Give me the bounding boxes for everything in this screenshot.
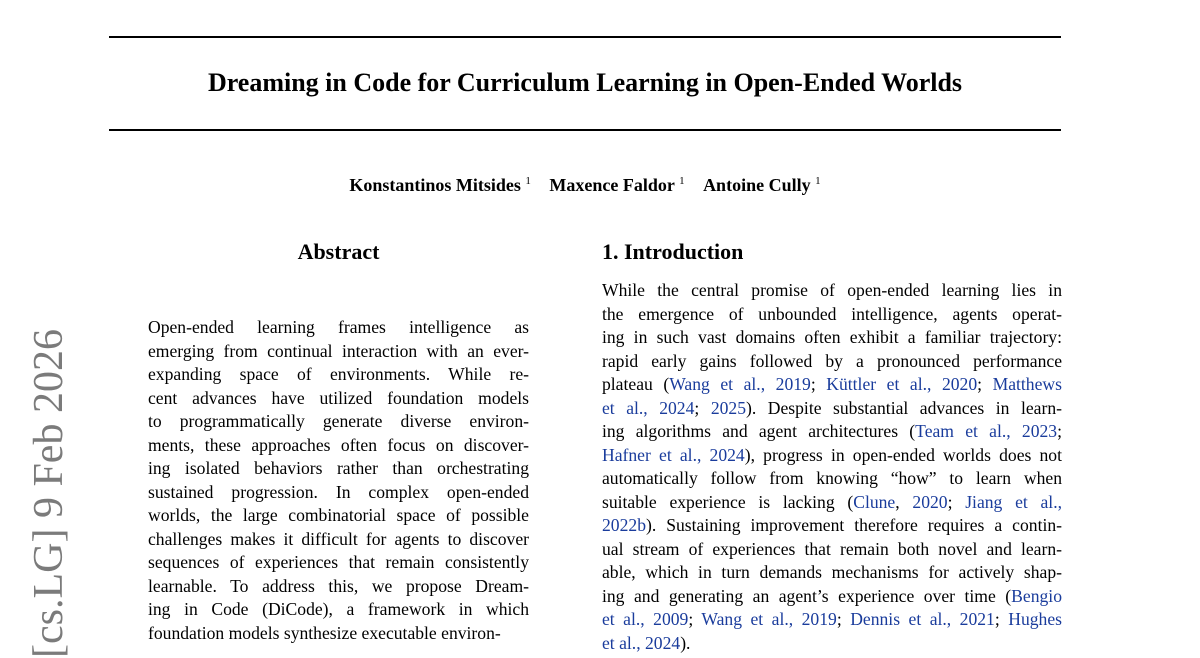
introduction-line (602, 585, 1062, 609)
citation-link[interactable]: Dennis et al., 2021 (850, 609, 995, 629)
introduction-line (602, 397, 1062, 421)
citation-link[interactable]: Küttler et al., 2020 (826, 374, 978, 394)
abstract-line: sustained progression. In complex open-ended (148, 481, 529, 502)
abstract-heading: Abstract (297, 239, 380, 264)
introduction-line (602, 561, 1062, 585)
introduction-line (602, 279, 1062, 303)
body-text: ual stream of experiences that remain both novel and learn- (602, 538, 1062, 559)
body-text: ; (688, 609, 702, 629)
author-list (109, 173, 1061, 197)
abstract-line: ing in Code (DiCode), a framework in which (148, 599, 529, 619)
citation-link[interactable]: 2025 (710, 397, 746, 418)
abstract-line: learnable. To address this, we propose Dream- (148, 575, 529, 596)
citation-link[interactable]: Wang et al., 2019 (669, 374, 811, 394)
citation-link[interactable]: Hughes (1008, 609, 1062, 629)
body-text: automatically follow from knowing “how” to learn when (602, 468, 1062, 488)
body-text: ing and generating an agent’s experience over time ( (602, 585, 1012, 606)
section-heading-introduction: 1. Introduction (602, 239, 744, 264)
author-name: Konstantinos Mitsides (349, 175, 521, 195)
author-affiliation: 1 (815, 175, 821, 187)
introduction-line (602, 632, 1062, 656)
title-top-rule (109, 36, 1061, 38)
arxiv-stamp: [cs.LG] 9 Feb 2026 (26, 329, 72, 658)
introduction-line (602, 467, 1062, 491)
introduction-line (602, 303, 1062, 327)
introduction-line (602, 444, 1062, 468)
body-text: ing algorithms and agent architectures ( (602, 421, 916, 441)
introduction-line (602, 373, 1062, 397)
abstract-line: sequences of experiences that remain consistently (148, 552, 529, 572)
introduction-line (602, 326, 1062, 350)
abstract-line: ing isolated behaviors rather than orchestrating (148, 458, 529, 478)
body-text: ; (947, 491, 966, 512)
introduction-line (602, 538, 1062, 562)
abstract-line: cent advances have utilized foundation models (148, 387, 529, 408)
citation-link[interactable]: Wang et al., 2019 (701, 609, 837, 629)
abstract-line: emerging from continual interaction with an ever- (148, 340, 529, 361)
author (349, 175, 531, 195)
paper-title: Dreaming in Code for Curriculum Learning in Open-Ended Worlds (207, 68, 963, 97)
body-text: ; (810, 374, 827, 394)
abstract-line: foundation models synthesize executable environ- (148, 622, 501, 643)
introduction-body (602, 279, 1062, 655)
body-text: While the central promise of open-ended learning lies in (602, 280, 1062, 300)
author (703, 175, 821, 195)
citation-link[interactable]: et al., 2009 (602, 609, 689, 629)
author-name: Maxence Faldor (549, 175, 675, 195)
body-text: ). Sustaining improvement therefore requires a contin- (645, 515, 1062, 535)
body-text: plateau ( (602, 374, 670, 394)
abstract-line: Open-ended learning frames intelligence as (148, 317, 529, 337)
author-affiliation: 1 (525, 175, 531, 187)
introduction-line (602, 608, 1062, 632)
abstract-line: worlds, the large combinatorial space of possible (148, 505, 529, 525)
title-bottom-rule (109, 129, 1061, 131)
introduction-line (602, 514, 1062, 538)
introduction-line (602, 420, 1062, 444)
citation-link[interactable]: Bengio (1011, 585, 1062, 606)
body-text: , (895, 491, 913, 512)
body-text: ). (680, 632, 691, 653)
body-text: ; (694, 397, 711, 418)
introduction-line (602, 350, 1062, 374)
body-text: ; (994, 609, 1009, 629)
citation-link[interactable]: Team et al., 2023 (915, 421, 1058, 441)
citation-link[interactable]: Matthews (992, 374, 1062, 394)
author-name: Antoine Cully (703, 175, 811, 195)
body-text: ; (1057, 421, 1062, 441)
abstract-line: expanding space of environments. While re- (148, 364, 529, 384)
citation-link[interactable]: 2020 (912, 491, 948, 512)
introduction-line (602, 491, 1062, 515)
body-text: ), progress in open-ended worlds does not (744, 444, 1062, 465)
citation-link[interactable]: 2022b (602, 515, 646, 535)
body-text: the emergence of unbounded intelligence, agents operat- (602, 303, 1062, 324)
body-text: ; (977, 374, 993, 394)
abstract-line: challenges makes it difficult for agents to discover (148, 528, 529, 549)
author (549, 175, 684, 195)
abstract-line: to programmatically generate diverse environ- (148, 411, 529, 431)
body-text: able, which in turn demands mechanisms for actively shap- (602, 562, 1062, 582)
body-text: ; (836, 609, 851, 629)
body-text: ing in such vast domains often exhibit a familiar trajectory: (602, 327, 1062, 347)
citation-link[interactable]: et al., 2024 (602, 632, 681, 653)
citation-link[interactable]: et al., 2024 (602, 397, 695, 418)
citation-link[interactable]: Jiang et al., (965, 491, 1062, 512)
body-text: suitable experience is lacking ( (602, 491, 854, 512)
abstract-body (148, 316, 529, 645)
body-text: rapid early gains followed by a pronounced performance (602, 350, 1062, 371)
citation-link[interactable]: Clune (853, 491, 896, 512)
author-affiliation: 1 (679, 175, 685, 187)
citation-link[interactable]: Hafner et al., 2024 (602, 444, 745, 465)
body-text: ). Despite substantial advances in learn- (746, 397, 1062, 418)
abstract-line: ments, these approaches often focus on discover- (148, 434, 529, 455)
